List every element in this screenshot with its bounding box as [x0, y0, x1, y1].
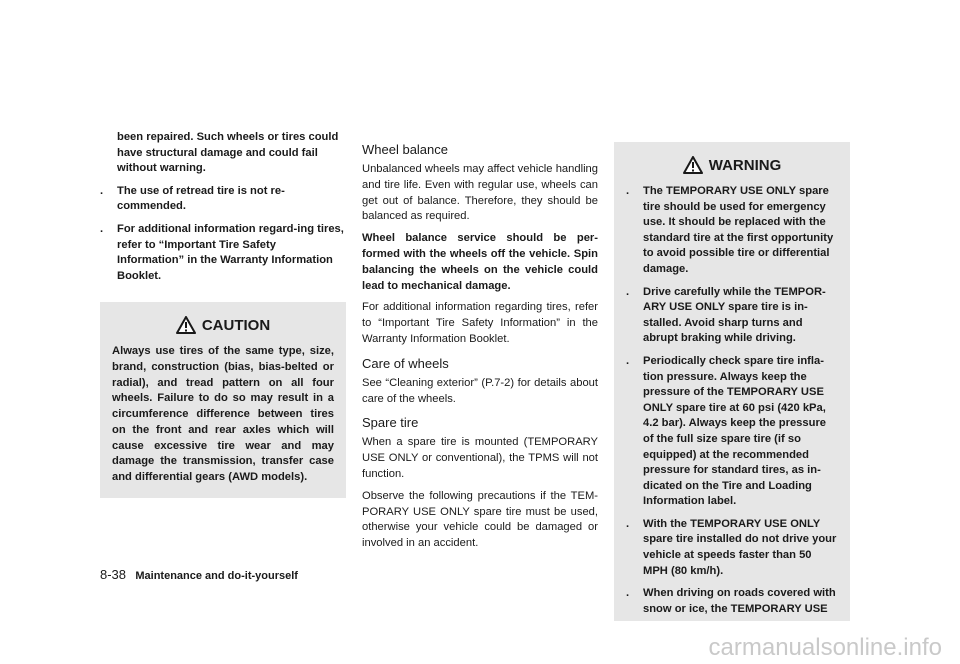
- warning-title: WARNING: [708, 156, 782, 174]
- bullet-item: [626, 285, 838, 347]
- paragraph: Observe the following precautions if the TEM-PORARY USE ONLY spare tire must be used, otherwise your vehicle could be damaged or involved in an accident.: [362, 489, 598, 550]
- bullet-text: With the TEMPORARY USE ONLY spare tire installed do not drive your vehicle at speeds faster than 50 MPH (80 km/h).: [643, 517, 837, 577]
- page-number: 8-38: [100, 567, 127, 582]
- bullet-item: [626, 586, 838, 617]
- paragraph: When a spare tire is mounted (TEMPORARY USE ONLY or conventional), the TPMS will not function.: [362, 436, 598, 480]
- bullet-marker: .: [626, 354, 630, 367]
- section-name: Maintenance and do-it-yourself: [135, 570, 298, 582]
- bullet-marker: .: [626, 185, 630, 197]
- paragraph: See “Cleaning exterior” (P.7-2) for details about care of the wheels.: [362, 376, 598, 405]
- section-heading-spare-tire: Spare tire: [362, 415, 419, 431]
- warning-triangle-icon: [683, 156, 703, 174]
- bullet-item: [100, 222, 346, 284]
- bullet-marker: .: [626, 517, 630, 530]
- caution-box: [100, 302, 346, 497]
- bullet-marker: .: [100, 222, 104, 235]
- bullet-text: The use of retread tire is not re-commended.: [117, 184, 285, 213]
- bullet-text: Periodically check spare tire infla-tion pressure. Always keep the pressure of the TEMPORARY USE ONLY spare tire at 60 psi (420 kPa, 4.2 bar). Always keep the pressure of the full size spare tire (if so equipped) at the recommended pressure for standard tires, as in-dicated on the Tire and Loading Information label.: [643, 354, 827, 508]
- warning-box: [614, 142, 850, 621]
- bullet-text: For additional information regard-ing tires, refer to “Important Tire Safety Information” in the Warranty Information Booklet.: [117, 222, 344, 282]
- caution-text: Always use tires of the same type, size, brand, construction (bias, bias-belted or radial), and tread pattern on all four wheels. Failure to do so may result in a circumference difference between tires on the front and rear axles which will cause excessive tire wear and may damage the transmission, transfer case and differential gears (AWD models).: [112, 345, 334, 483]
- bullet-item: [100, 184, 346, 215]
- right-column: [614, 142, 850, 621]
- page-footer: [100, 567, 298, 582]
- paragraph-bold: Wheel balance service should be per-formed with the wheels off the vehicle. Spin balancing the wheels on the vehicle could lead to mechanical damage.: [362, 232, 598, 292]
- warning-header: [626, 156, 838, 174]
- section-heading-wheel-balance: Wheel balance: [362, 142, 448, 157]
- bullet-text: When driving on roads covered with snow or ice, the TEMPORARY USE: [643, 587, 836, 615]
- bullet-item: [626, 184, 838, 278]
- bullet-marker: .: [626, 285, 630, 298]
- bullet-item: [626, 517, 838, 579]
- watermark-text: carmanualsonline.info: [708, 634, 942, 661]
- caution-title: CAUTION: [201, 316, 271, 334]
- warning-triangle-icon: [176, 316, 196, 334]
- caution-header: [112, 316, 334, 334]
- paragraph: For additional information regarding tires, refer to “Important Tire Safety Information” in the Warranty Information Booklet.: [362, 301, 598, 345]
- bullet-marker: .: [100, 184, 104, 197]
- continued-text: been repaired. Such wheels or tires could have structural damage and could fail without warning.: [117, 131, 339, 175]
- bullet-text: The TEMPORARY USE ONLY spare tire should be used for emergency use. It should be replaced with the standard tire at the first opportunity to avoid possible tire or differential damage.: [643, 185, 834, 275]
- bullet-item: [626, 354, 838, 510]
- section-heading-care-of-wheels: Care of wheels: [362, 355, 449, 371]
- paragraph: Unbalanced wheels may affect vehicle handling and tire life. Even with regular use, wheels can get out of balance. Therefore, they should be balanced as required.: [362, 163, 598, 223]
- bullet-text: Drive carefully while the TEMPOR-ARY USE ONLY spare tire is in-stalled. Avoid sharp turns and abrupt braking while driving.: [643, 285, 826, 345]
- left-column: [100, 130, 346, 498]
- bullet-marker: .: [626, 587, 630, 600]
- middle-column: [362, 142, 598, 558]
